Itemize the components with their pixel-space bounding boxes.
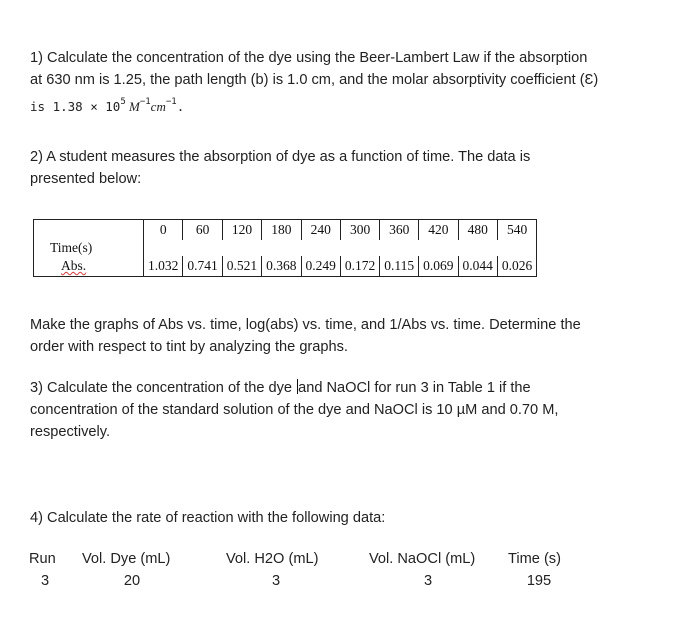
time-cell: 240 — [301, 220, 340, 241]
h2o-value: 3 — [271, 573, 281, 589]
run-value: 3 — [40, 573, 50, 589]
naocl-column — [369, 548, 487, 592]
dye-header: Vol. Dye (mL) — [82, 551, 171, 567]
time-row — [34, 220, 537, 241]
h2o-header: Vol. H2O (mL) — [226, 551, 319, 567]
abs-row — [34, 256, 537, 277]
q1-unit-cm: cm — [150, 99, 166, 114]
abs-cell: 1.032 — [144, 256, 183, 277]
time-cell: 480 — [458, 220, 497, 241]
question-2 — [30, 146, 630, 190]
q1-exponent-m1-a: −1 — [139, 97, 151, 107]
q2-line-2: presented below: — [30, 171, 142, 187]
abs-cell: 0.115 — [380, 256, 419, 277]
q2-line-1: 2) A student measures the absorption of dye as a function of time. The data is — [30, 149, 531, 165]
graphs-line-2: order with respect to tint by analyzing the graphs. — [30, 339, 348, 355]
abs-cell: 0.172 — [340, 256, 379, 277]
h2o-column — [226, 548, 326, 592]
time-cell: 180 — [262, 220, 301, 241]
abs-cell: 0.026 — [497, 256, 536, 277]
abs-cell: 0.249 — [301, 256, 340, 277]
q3-line-2: concentration of the standard solution of the dye and NaOCl is 10 µM and 0.70 M, — [30, 402, 559, 418]
q3-line-1a: 3) Calculate the concentration of the dye — [30, 380, 297, 396]
q3-line-3: respectively. — [30, 424, 111, 440]
question-4 — [30, 507, 630, 529]
dye-column — [82, 548, 182, 592]
abs-label: Abs. — [61, 258, 87, 273]
time-cell: 120 — [222, 220, 261, 241]
q1-line-2: at 630 nm is 1.25, the path length (b) is 1.0 cm, and the molar absorptivity coefficient (Ɛ) — [30, 72, 599, 88]
abs-cell: 0.368 — [262, 256, 301, 277]
q1-exponent-5: 5 — [120, 97, 126, 107]
q1-exponent-m1-b: −1 — [165, 97, 177, 107]
time-column — [508, 548, 570, 592]
time-label-row — [34, 240, 537, 256]
time-label: Time(s) — [34, 240, 144, 256]
abs-cell: 0.069 — [419, 256, 458, 277]
q3-line-1b: and NaOCl for run 3 in Table 1 if the — [298, 380, 531, 396]
time-cell: 540 — [497, 220, 536, 241]
q1-unit-M: M — [125, 99, 140, 114]
question-3 — [30, 377, 650, 443]
run-column — [29, 548, 61, 592]
naocl-header: Vol. NaOCl (mL) — [369, 551, 476, 567]
time-header: Time (s) — [508, 551, 561, 567]
absorbance-data-table — [33, 219, 537, 277]
time-cell: 60 — [183, 220, 222, 241]
graphs-line-1: Make the graphs of Abs vs. time, log(abs) vs. time, and 1/Abs vs. time. Determine the — [30, 317, 581, 333]
dye-value: 20 — [123, 573, 141, 589]
graphs-instruction — [30, 314, 650, 358]
q1-line-3 — [30, 91, 660, 118]
time-cell: 360 — [380, 220, 419, 241]
abs-cell: 0.044 — [458, 256, 497, 277]
q3-line-1 — [30, 377, 650, 399]
q1-line-1: 1) Calculate the concentration of the dye using the Beer-Lambert Law if the absorption — [30, 50, 588, 66]
time-value: 195 — [526, 573, 552, 589]
q1-line-3-end: . — [176, 99, 185, 114]
abs-cell: 0.741 — [183, 256, 222, 277]
abs-cell: 0.521 — [222, 256, 261, 277]
naocl-value: 3 — [423, 573, 433, 589]
absorbance-table — [33, 219, 537, 277]
time-cell: 300 — [340, 220, 379, 241]
time-cell: 0 — [144, 220, 183, 241]
q4-line-1: 4) Calculate the rate of reaction with the following data: — [30, 510, 386, 526]
question-1 — [30, 47, 660, 118]
run-header: Run — [29, 551, 56, 567]
q1-line-3-prefix: is 1.38 × 10 — [30, 99, 121, 114]
time-cell: 420 — [419, 220, 458, 241]
